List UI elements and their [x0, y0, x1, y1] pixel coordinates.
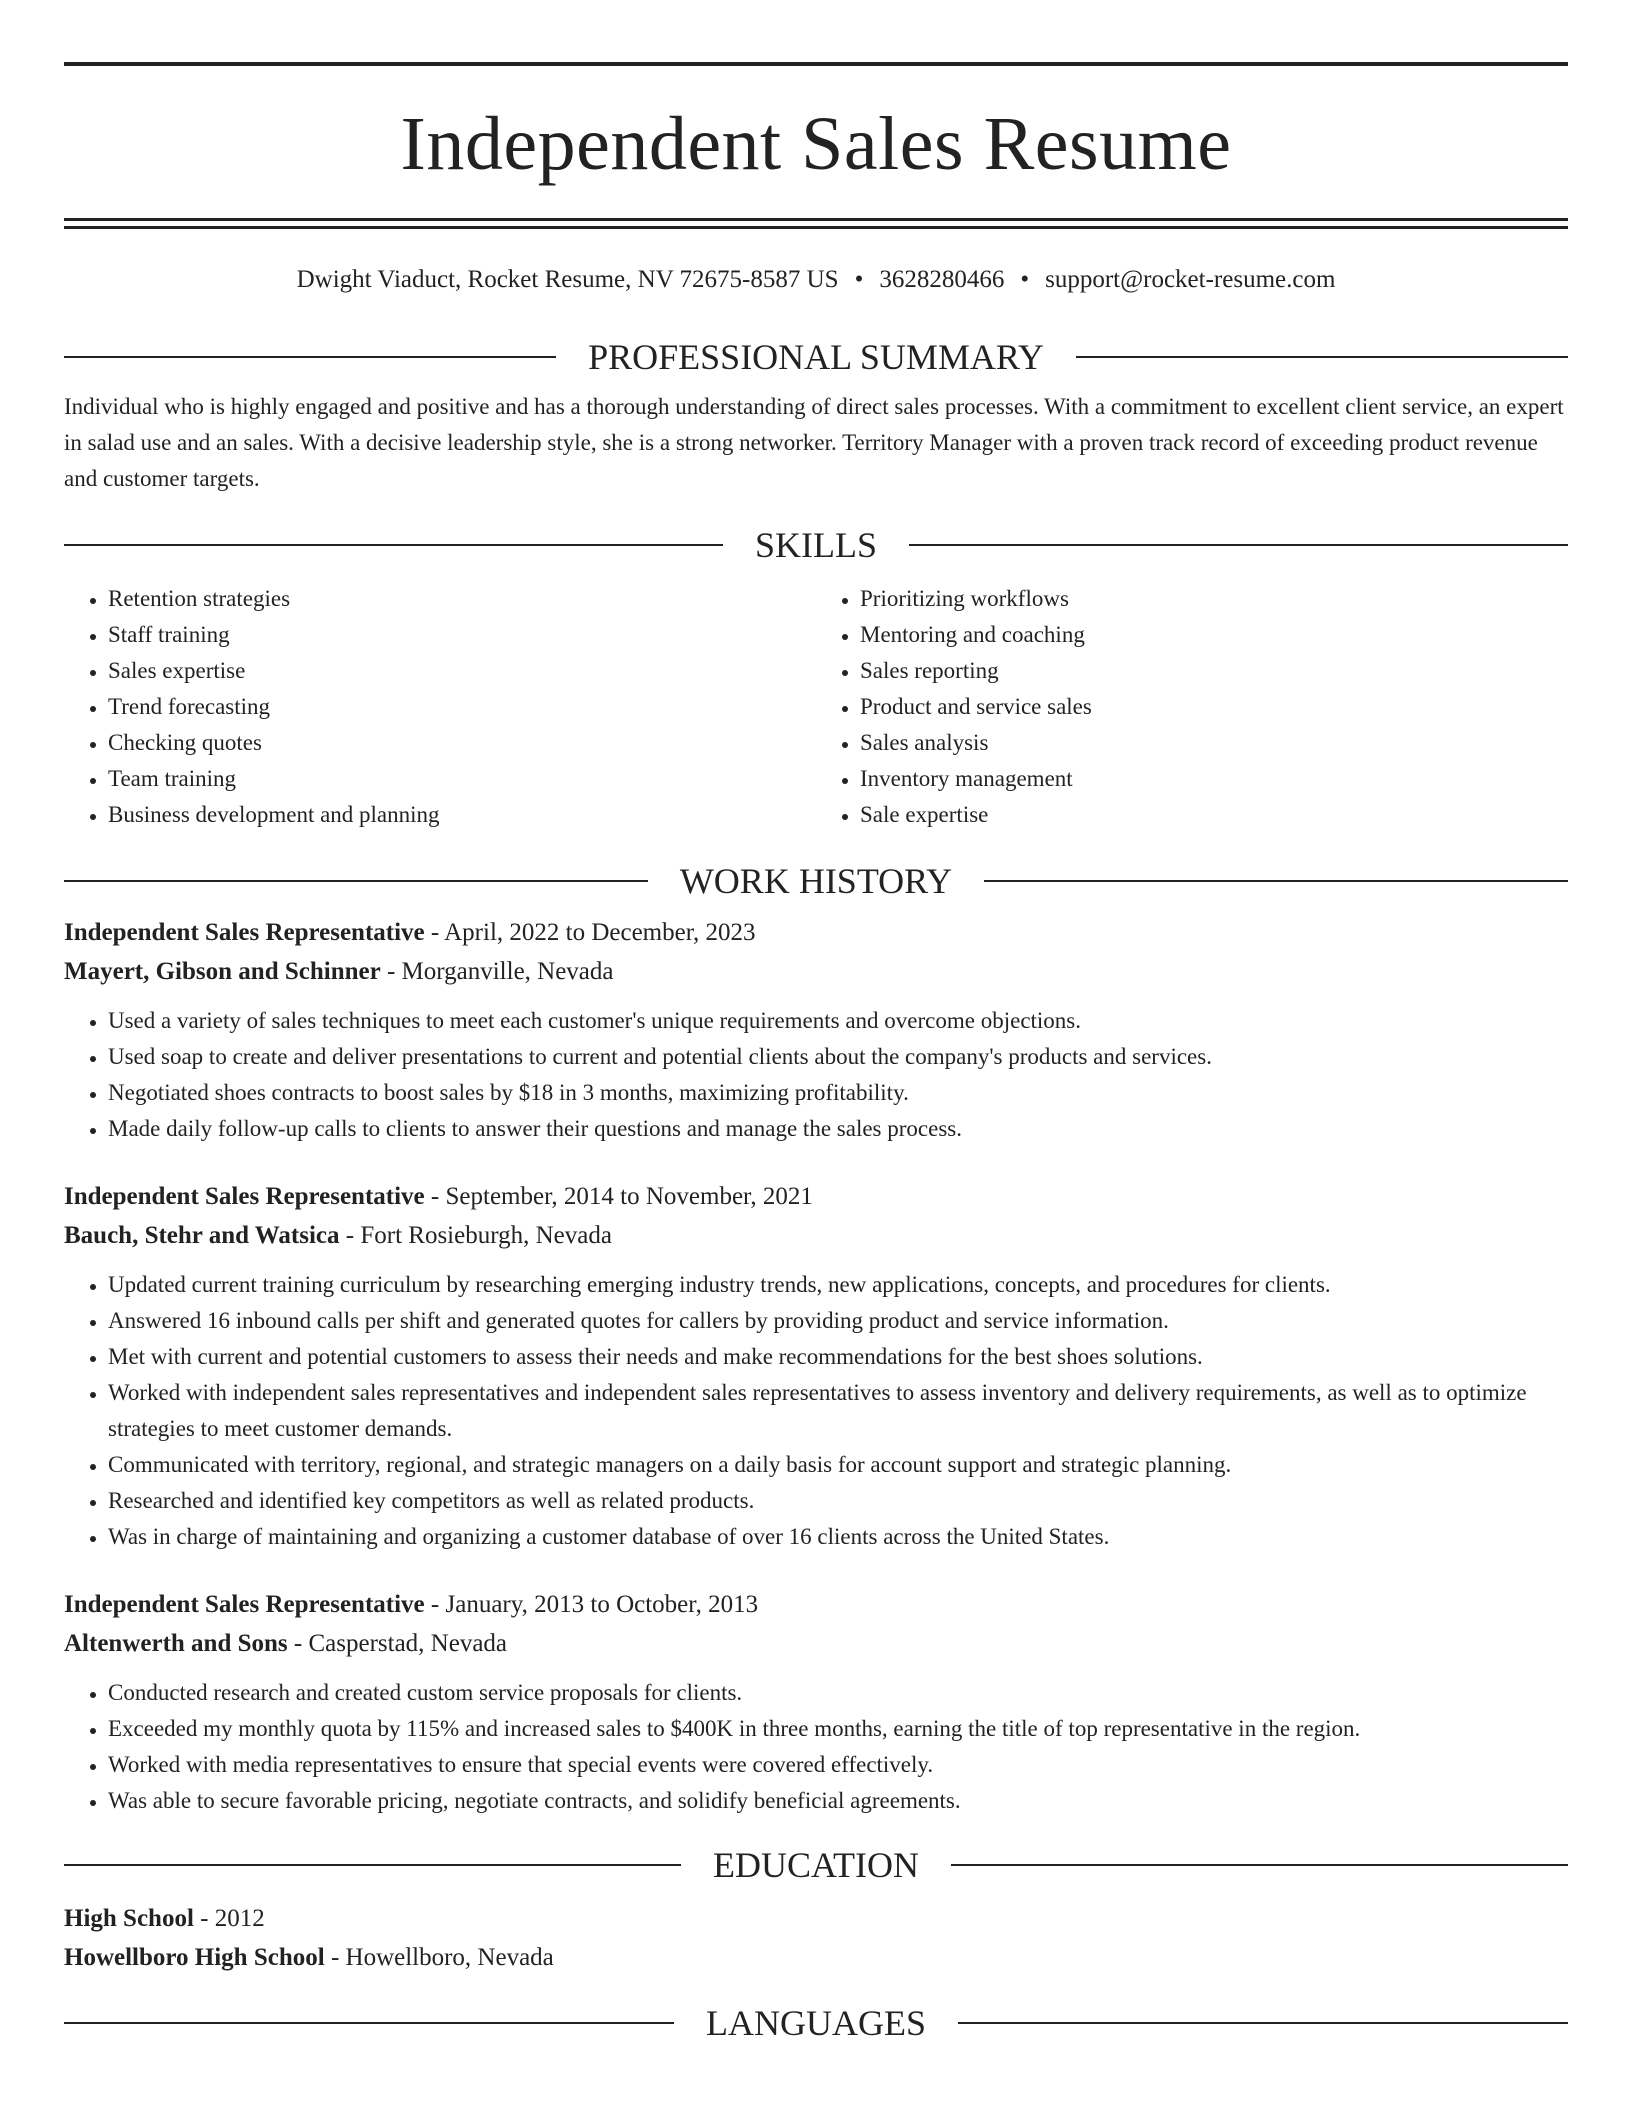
heading-rule-left [64, 544, 723, 546]
education-entry [64, 1899, 1568, 1977]
job-title: Independent Sales Representative [64, 1591, 425, 1618]
skill-item: • Inventory management [860, 761, 1568, 797]
job-title-line [64, 1585, 1568, 1624]
skill-item: • Business development and planning [108, 797, 816, 833]
job-bullet: • Met with current and potential customers to assess their needs and make recommendations for the best shoes solutions. [108, 1339, 1568, 1375]
skill-item: • Staff training [108, 617, 816, 653]
languages-section-heading [64, 2001, 1568, 2045]
skill-item: • Sales reporting [860, 653, 1568, 689]
job-bullet: • Was able to secure favorable pricing, negotiate contracts, and solidify beneficial agreements. [108, 1783, 1568, 1819]
skill-item: • Sale expertise [860, 797, 1568, 833]
education-heading-label: EDUCATION [713, 1845, 919, 1885]
job-bullet: • Worked with media representatives to ensure that special events were covered effectively. [108, 1747, 1568, 1783]
job-bullet: • Exceeded my monthly quota by 115% and increased sales to $400K in three months, earning the title of top representative in the region. [108, 1711, 1568, 1747]
job-bullet: • Made daily follow-up calls to clients to answer their questions and manage the sales process. [108, 1111, 1568, 1147]
job-location: - Casperstad, Nevada [287, 1630, 508, 1657]
education-degree: High School [64, 1905, 194, 1932]
summary-heading-label: PROFESSIONAL SUMMARY [588, 337, 1044, 377]
heading-rule-left [64, 880, 648, 882]
summary-text: Individual who is highly engaged and positive and has a thorough understanding of direct sales processes. With a commitment to excellent client service, an expert in salad use and an sales. With a decisive leadership style, she is a strong networker. Territory Manager with a proven track record of exceeding product revenue and customer targets. [64, 394, 1564, 491]
skills-column-left [64, 581, 816, 833]
job-entry [64, 1585, 1568, 1819]
contact-address: Dwight Viaduct, Rocket Resume, NV 72675-8587 US [296, 266, 839, 293]
skills-section-heading [64, 523, 1568, 567]
job-company: Mayert, Gibson and Schinner [64, 958, 381, 985]
contact-separator: • [854, 266, 864, 293]
job-bullet: • Was in charge of maintaining and organizing a customer database of over 16 clients across the United States. [108, 1519, 1568, 1555]
work-section-heading [64, 859, 1568, 903]
job-location: - Morganville, Nevada [380, 958, 614, 985]
skills-column-right [816, 581, 1568, 833]
heading-rule-left [64, 2022, 674, 2024]
job-entry [64, 1177, 1568, 1555]
contact-phone: 3628280466 [879, 266, 1005, 293]
job-bullet: • Used soap to create and deliver presentations to current and potential clients about the company's products and services. [108, 1039, 1568, 1075]
contact-email: support@rocket-resume.com [1045, 266, 1336, 293]
skill-item: • Team training [108, 761, 816, 797]
education-degree-line [64, 1899, 1568, 1938]
job-bullet: • Conducted research and created custom service proposals for clients. [108, 1675, 1568, 1711]
job-company-line [64, 1216, 1568, 1255]
title-double-rule [64, 218, 1568, 229]
job-bullet: • Researched and identified key competitors as well as related products. [108, 1483, 1568, 1519]
skill-item: • Sales analysis [860, 725, 1568, 761]
skill-item: • Retention strategies [108, 581, 816, 617]
job-company: Altenwerth and Sons [64, 1630, 288, 1657]
job-bullets [64, 1003, 1568, 1147]
skill-item: • Prioritizing workflows [860, 581, 1568, 617]
job-bullets [64, 1267, 1568, 1555]
work-heading-label: WORK HISTORY [679, 861, 953, 901]
heading-rule-right [1076, 356, 1568, 358]
job-title-line [64, 1177, 1568, 1216]
job-bullet: • Used a variety of sales techniques to meet each customer's unique requirements and overcome objections. [108, 1003, 1568, 1039]
skill-item: • Checking quotes [108, 725, 816, 761]
job-bullets [64, 1675, 1568, 1819]
job-company: Bauch, Stehr and Watsica [64, 1222, 340, 1249]
job-company-line [64, 952, 1568, 991]
skill-item: • Mentoring and coaching [860, 617, 1568, 653]
languages-heading-label: LANGUAGES [706, 2003, 926, 2043]
job-location: - Fort Rosieburgh, Nevada [339, 1222, 612, 1249]
summary-section-heading [64, 335, 1568, 379]
contact-separator: • [1020, 266, 1030, 293]
skill-item: • Trend forecasting [108, 689, 816, 725]
job-bullet: • Answered 16 inbound calls per shift and generated quotes for callers by providing product and service information. [108, 1303, 1568, 1339]
skills-heading-label: SKILLS [755, 525, 878, 565]
job-title-line [64, 913, 1568, 952]
skills-list [64, 581, 1568, 833]
job-title: Independent Sales Representative [64, 1183, 425, 1210]
heading-rule-right [909, 544, 1568, 546]
job-bullet: • Worked with independent sales representatives and independent sales representatives to assess inventory and delivery requirements, as well as to optimize strategies to meet customer demands. [108, 1375, 1568, 1447]
skill-item: • Product and service sales [860, 689, 1568, 725]
education-year: - 2012 [193, 1905, 265, 1932]
job-dates: - January, 2013 to October, 2013 [424, 1591, 759, 1618]
job-company-line [64, 1624, 1568, 1663]
heading-rule-left [64, 356, 556, 358]
job-dates: - April, 2022 to December, 2023 [424, 919, 756, 946]
contact-line [64, 263, 1568, 297]
job-bullet: • Negotiated shoes contracts to boost sales by $18 in 3 months, maximizing profitability. [108, 1075, 1568, 1111]
job-entry [64, 913, 1568, 1147]
education-school: Howellboro High School [64, 1944, 325, 1971]
heading-rule-right [984, 880, 1568, 882]
job-dates: - September, 2014 to November, 2021 [424, 1183, 813, 1210]
heading-rule-right [951, 1864, 1568, 1866]
job-bullet: • Updated current training curriculum by researching emerging industry trends, new applications, concepts, and procedures for clients. [108, 1267, 1568, 1303]
job-bullet: • Communicated with territory, regional, and strategic managers on a daily basis for account support and strategic planning. [108, 1447, 1568, 1483]
heading-rule-right [958, 2022, 1568, 2024]
education-section-heading [64, 1843, 1568, 1887]
skill-item: • Sales expertise [108, 653, 816, 689]
top-rule [64, 62, 1568, 66]
education-school-line [64, 1938, 1568, 1977]
job-title: Independent Sales Representative [64, 919, 425, 946]
heading-rule-left [64, 1864, 681, 1866]
education-location: - Howellboro, Nevada [324, 1944, 554, 1971]
resume-title: Independent Sales Resume [400, 102, 1232, 186]
